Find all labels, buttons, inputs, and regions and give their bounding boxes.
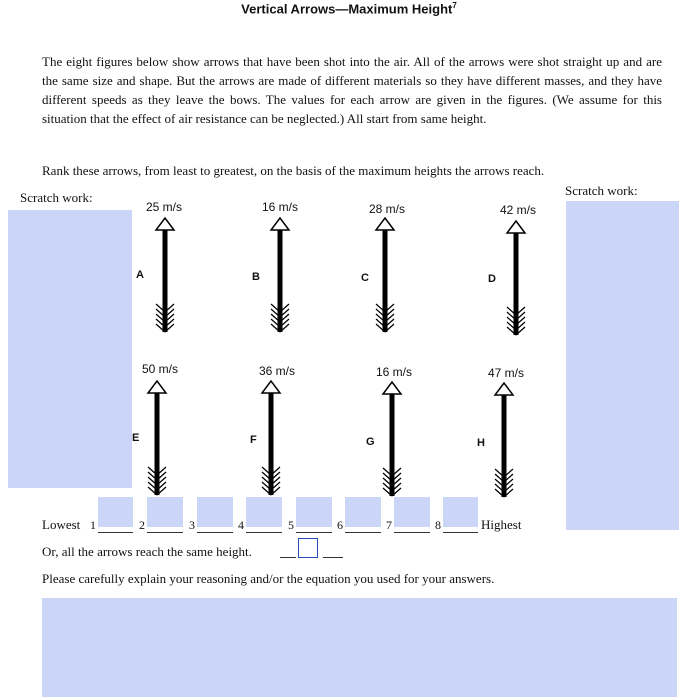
rank-slot-7-underline — [394, 532, 430, 533]
arrow-f-shape — [262, 381, 280, 495]
rank-slot-5[interactable] — [296, 497, 332, 527]
arrow-b-shape — [271, 218, 289, 332]
rank-number-8: 8 — [435, 518, 441, 532]
rank-number-4: 4 — [238, 518, 244, 532]
rank-slot-6[interactable] — [345, 497, 381, 527]
rank-number-5: 5 — [288, 518, 294, 532]
arrow-f-label: F — [250, 434, 257, 446]
scratch-label-right: Scratch work: — [565, 183, 638, 198]
arrow-h-label: H — [477, 437, 485, 449]
arrow-b-speed: 16 m/s — [261, 200, 298, 214]
arrow-c-speed: 28 m/s — [368, 202, 405, 216]
arrow-h-shape — [495, 383, 513, 497]
scratch-label-left: Scratch work: — [20, 190, 93, 205]
rank-slot-1-underline — [98, 532, 133, 533]
rank-prompt: Rank these arrows, from least to greatest, on the basis of the maximum heights the arrows reach. — [42, 163, 545, 178]
arrow-h-speed: 47 m/s — [487, 366, 524, 380]
rank-slot-3[interactable] — [197, 497, 233, 527]
rank-number-6: 6 — [337, 518, 343, 532]
rank-slot-4[interactable] — [246, 497, 282, 527]
arrow-d-shape — [507, 221, 525, 335]
highest-label: Highest — [481, 517, 522, 532]
arrow-a-shape — [156, 218, 174, 332]
arrow-e-shape — [148, 381, 166, 495]
explain-prompt: Please carefully explain your reasoning and/or the equation you used for your answers. — [42, 571, 495, 586]
arrow-c-label: C — [361, 272, 369, 284]
same-height-checkbox[interactable] — [298, 538, 318, 558]
arrow-g-label: G — [366, 436, 375, 448]
arrow-f-speed: 36 m/s — [258, 364, 295, 378]
lowest-label: Lowest — [42, 517, 81, 532]
rank-slot-4-underline — [246, 532, 282, 533]
rank-slot-8-underline — [443, 532, 478, 533]
arrow-c-shape — [376, 218, 394, 332]
arrow-e-label: E — [132, 432, 140, 444]
arrow-d-speed: 42 m/s — [499, 203, 536, 217]
rank-slot-2-underline — [147, 532, 183, 533]
rank-number-2: 2 — [139, 518, 145, 532]
rank-slot-1[interactable] — [98, 497, 133, 527]
arrow-g-shape — [383, 382, 401, 496]
arrow-d-label: D — [488, 273, 496, 285]
arrow-b-label: B — [252, 271, 260, 283]
same-height-text: Or, all the arrows reach the same height. — [42, 544, 252, 559]
rank-slot-3-underline — [197, 532, 233, 533]
arrow-a-label: A — [136, 269, 144, 281]
rank-slot-6-underline — [345, 532, 381, 533]
rank-slot-8[interactable] — [443, 497, 478, 527]
rank-number-1: 1 — [90, 518, 96, 532]
arrow-e-speed: 50 m/s — [141, 362, 178, 376]
intro-paragraph: The eight figures below show arrows that have been shot into the air. All of the arrows were shot straight up and are the same size and shape. But the arrows are made of different materials so they have different masses, and they have different speeds as they leave the bows. The values for each arrow are given in the figures. (We assume for this situation that the effect of air resistance can be neglected.) All start from same height. — [42, 54, 662, 126]
same-height-underline-right — [323, 557, 343, 558]
rank-number-3: 3 — [189, 518, 195, 532]
rank-slot-2[interactable] — [147, 497, 183, 527]
same-height-underline-left — [280, 557, 296, 558]
rank-slot-5-underline — [296, 532, 332, 533]
explanation-box[interactable] — [42, 598, 677, 697]
rank-number-7: 7 — [386, 518, 392, 532]
rank-slot-7[interactable] — [394, 497, 430, 527]
arrow-g-speed: 16 m/s — [375, 365, 412, 379]
page-title: Vertical Arrows—Maximum Height$^7$ — [241, 1, 457, 17]
arrow-a-speed: 25 m/s — [145, 200, 182, 214]
